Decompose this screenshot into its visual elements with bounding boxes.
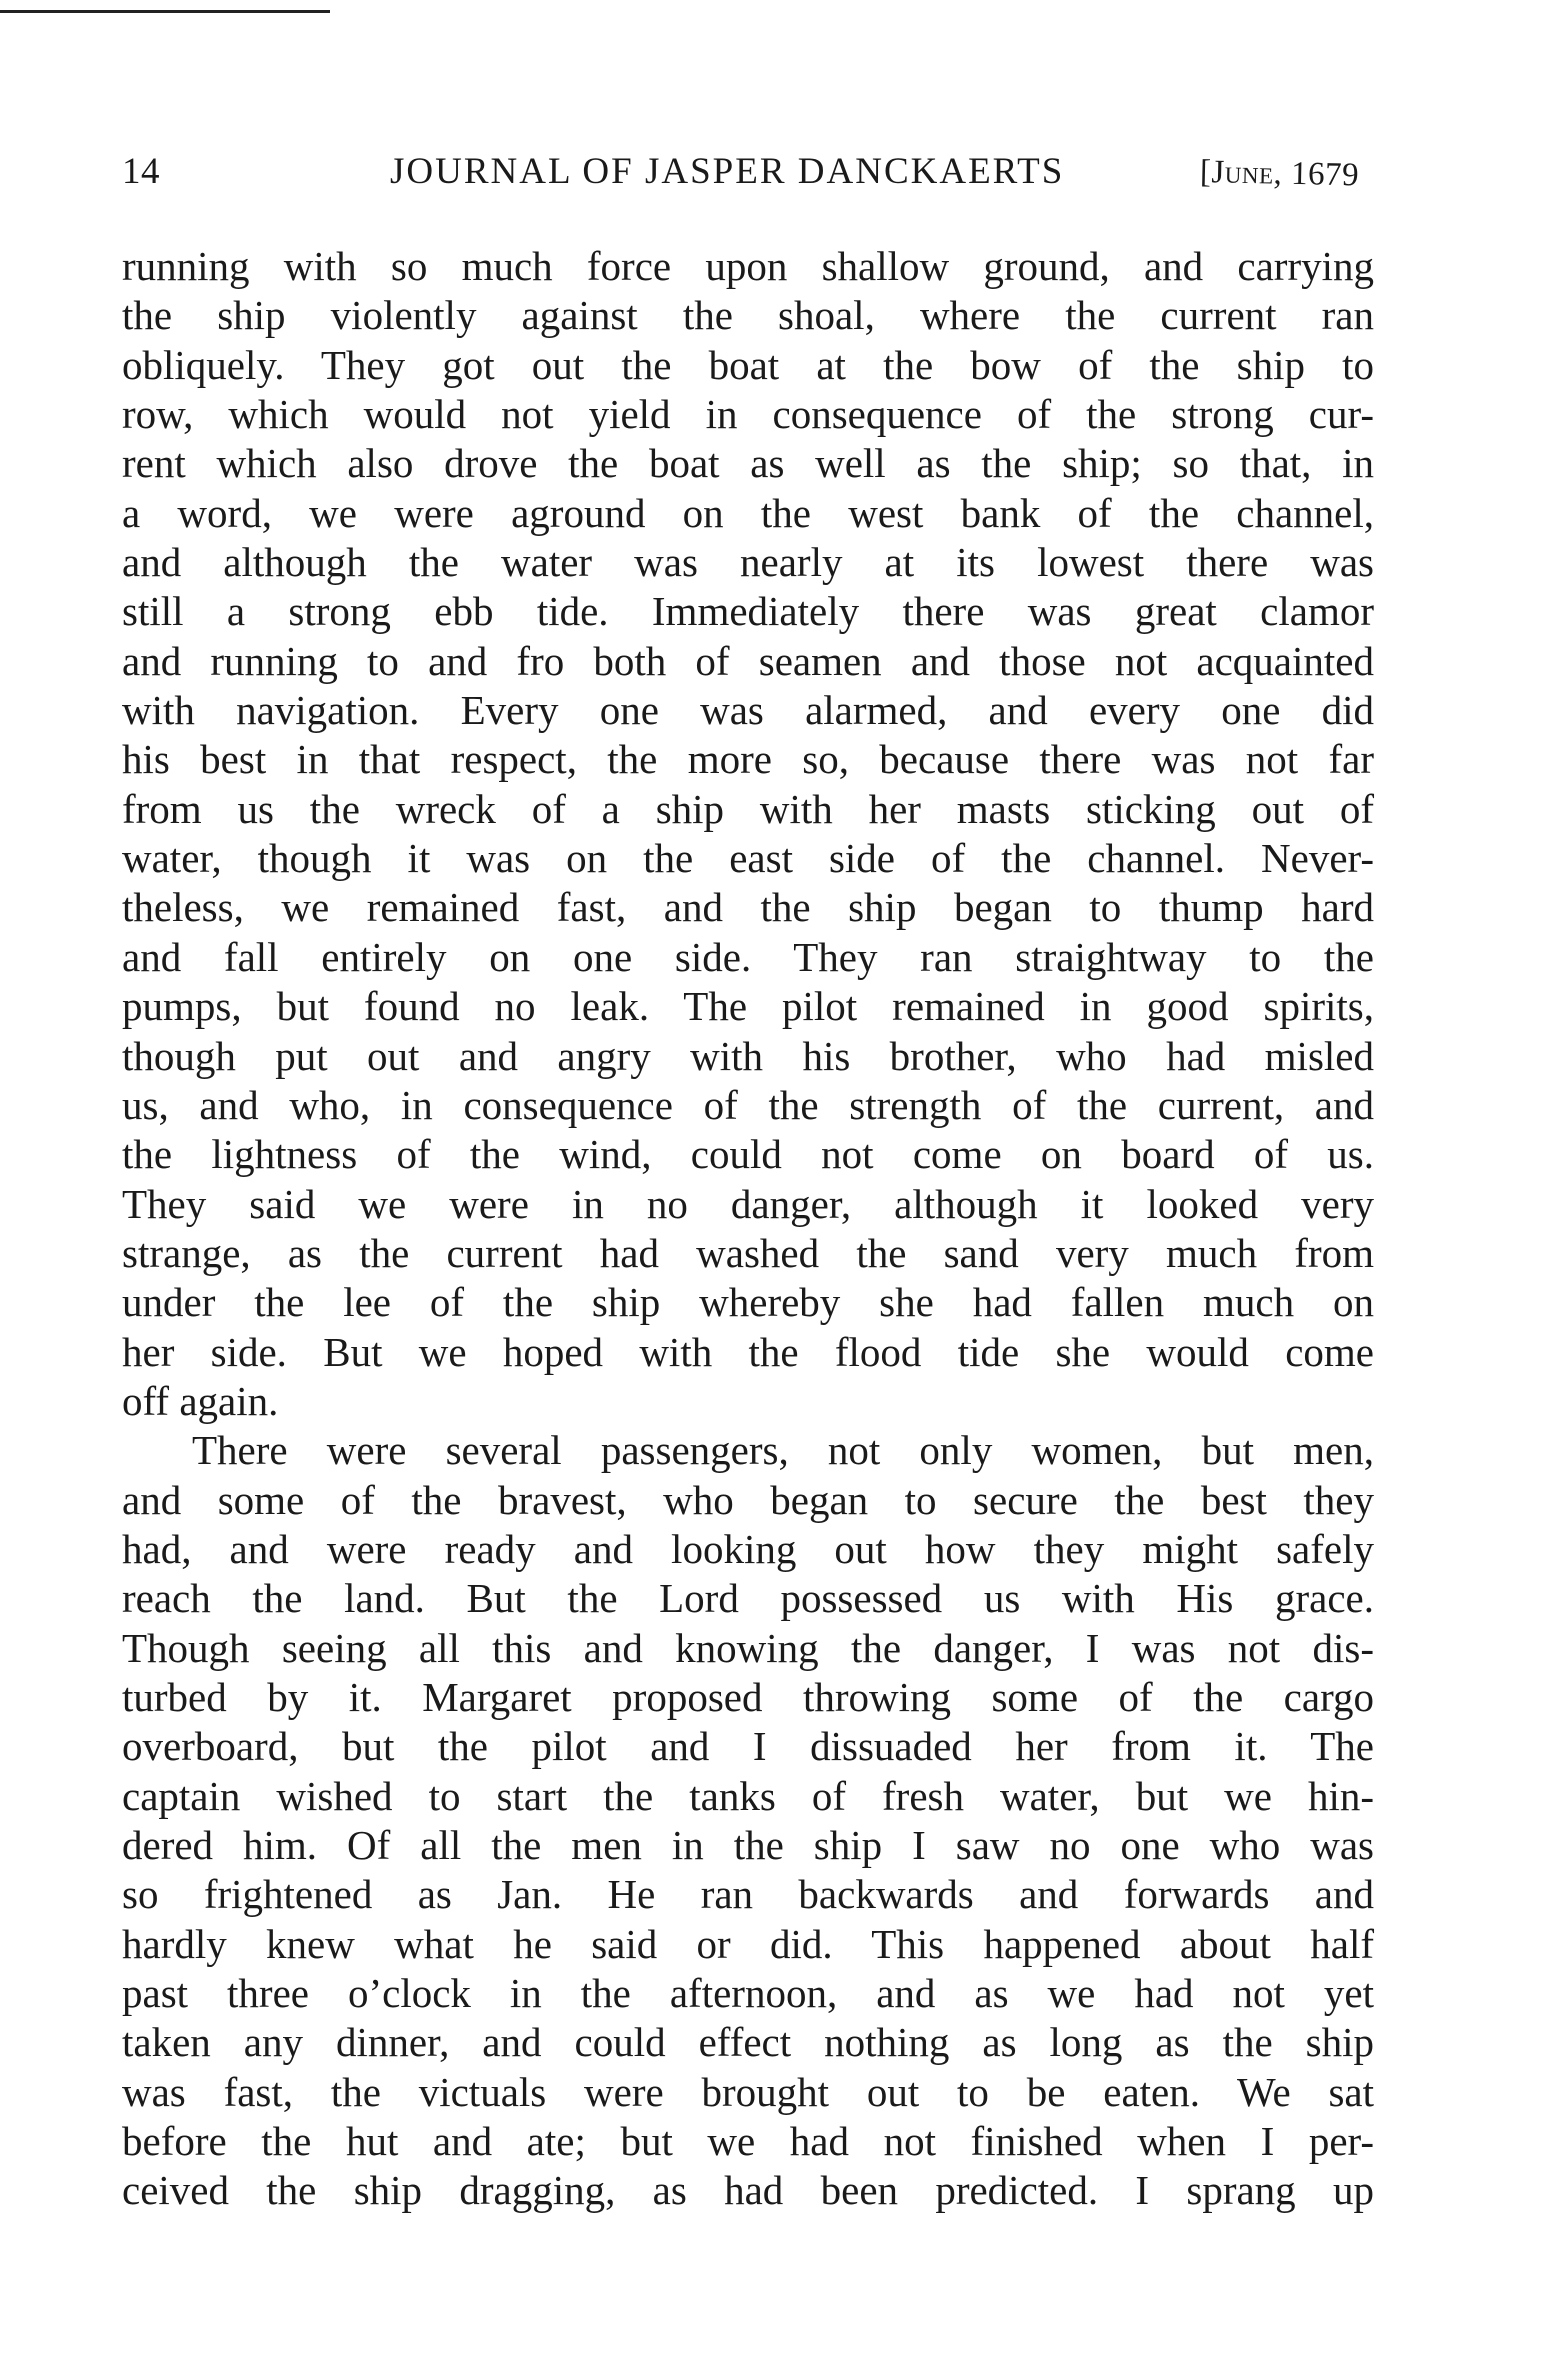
text-line: row, which would not yield in consequence of the strong cur-	[122, 391, 1374, 438]
text-line: past three o’clock in the afternoon, and as we had not yet	[122, 1970, 1374, 2017]
text-line: reach the land. But the Lord possessed us with His grace.	[122, 1575, 1374, 1622]
text-line: had, and were ready and looking out how they might safely	[122, 1525, 1374, 1572]
text-line: still a strong ebb tide. Immediately there was great clamor	[122, 588, 1374, 635]
text-line: turbed by it. Margaret proposed throwing some of the cargo	[122, 1673, 1374, 1720]
text-line: so frightened as Jan. He ran backwards and forwards and	[122, 1871, 1374, 1918]
text-line: water, though it was on the east side of the channel. Never-	[122, 835, 1374, 882]
text-line: the ship violently against the shoal, where the current ran	[122, 292, 1374, 339]
text-line: and some of the bravest, who began to secure the best they	[122, 1476, 1374, 1523]
text-line: strange, as the current had washed the sand very much from	[122, 1229, 1374, 1276]
text-line: under the lee of the ship whereby she had fallen much on	[122, 1279, 1374, 1326]
text-line: before the hut and ate; but we had not finished when I per-	[122, 2118, 1374, 2165]
text-line: was fast, the victuals were brought out to be eaten. We sat	[122, 2068, 1374, 2115]
text-line: running with so much force upon shallow ground, and carrying	[122, 243, 1374, 289]
text-line: a word, we were aground on the west bank of the channel,	[122, 489, 1374, 536]
text-line: theless, we remained fast, and the ship began to thump hard	[122, 884, 1374, 931]
text-line: from us the wreck of a ship with her masts sticking out of	[122, 785, 1374, 832]
text-line: her side. But we hoped with the flood tide she would come	[122, 1328, 1374, 1375]
text-line: taken any dinner, and could effect nothing as long as the ship	[122, 2019, 1374, 2066]
text-line: hardly knew what he said or did. This happened about half	[122, 1920, 1374, 1967]
header-date: [June, 1679	[1199, 154, 1360, 194]
top-rule	[0, 10, 330, 13]
text-line: pumps, but found no leak. The pilot remained in good spirits,	[122, 983, 1374, 1030]
text-line: rent which also drove the boat as well as the ship; so that, in	[122, 440, 1374, 487]
text-line: the lightness of the wind, could not come on board of us.	[122, 1131, 1374, 1178]
running-title: JOURNAL OF JASPER DANCKAERTS	[390, 151, 1065, 192]
text-line: with navigation. Every one was alarmed, and every one did	[122, 687, 1374, 734]
text-line: Though seeing all this and knowing the danger, I was not dis-	[122, 1624, 1374, 1671]
text-line: obliquely. They got out the boat at the bow of the ship to	[122, 341, 1374, 388]
page-header	[122, 150, 1372, 210]
page-number: 14	[122, 151, 160, 192]
text-line: overboard, but the pilot and I dissuaded her from it. The	[122, 1723, 1374, 1770]
text-line: ceived the ship dragging, as had been predicted. I sprang up	[122, 2167, 1374, 2214]
text-line: us, and who, in consequence of the strength of the current, and	[122, 1081, 1374, 1128]
text-line: though put out and angry with his brother, who had misled	[122, 1032, 1374, 1079]
text-line: his best in that respect, the more so, because there was not far	[122, 736, 1374, 783]
paragraph-end-line: off again.	[122, 1377, 279, 1424]
text-line: and running to and fro both of seamen and those not acquainted	[122, 637, 1374, 684]
text-line: captain wished to start the tanks of fresh water, but we hin-	[122, 1772, 1374, 1819]
text-line: and although the water was nearly at its lowest there was	[122, 539, 1374, 586]
text-line: They said we were in no danger, although it looked very	[122, 1180, 1374, 1227]
paragraph-start-line: There were several passengers, not only women, but men,	[192, 1427, 1374, 1474]
text-line: and fall entirely on one side. They ran straightway to the	[122, 933, 1374, 980]
body-text	[122, 242, 1374, 2216]
text-line: dered him. Of all the men in the ship I saw no one who was	[122, 1822, 1374, 1868]
